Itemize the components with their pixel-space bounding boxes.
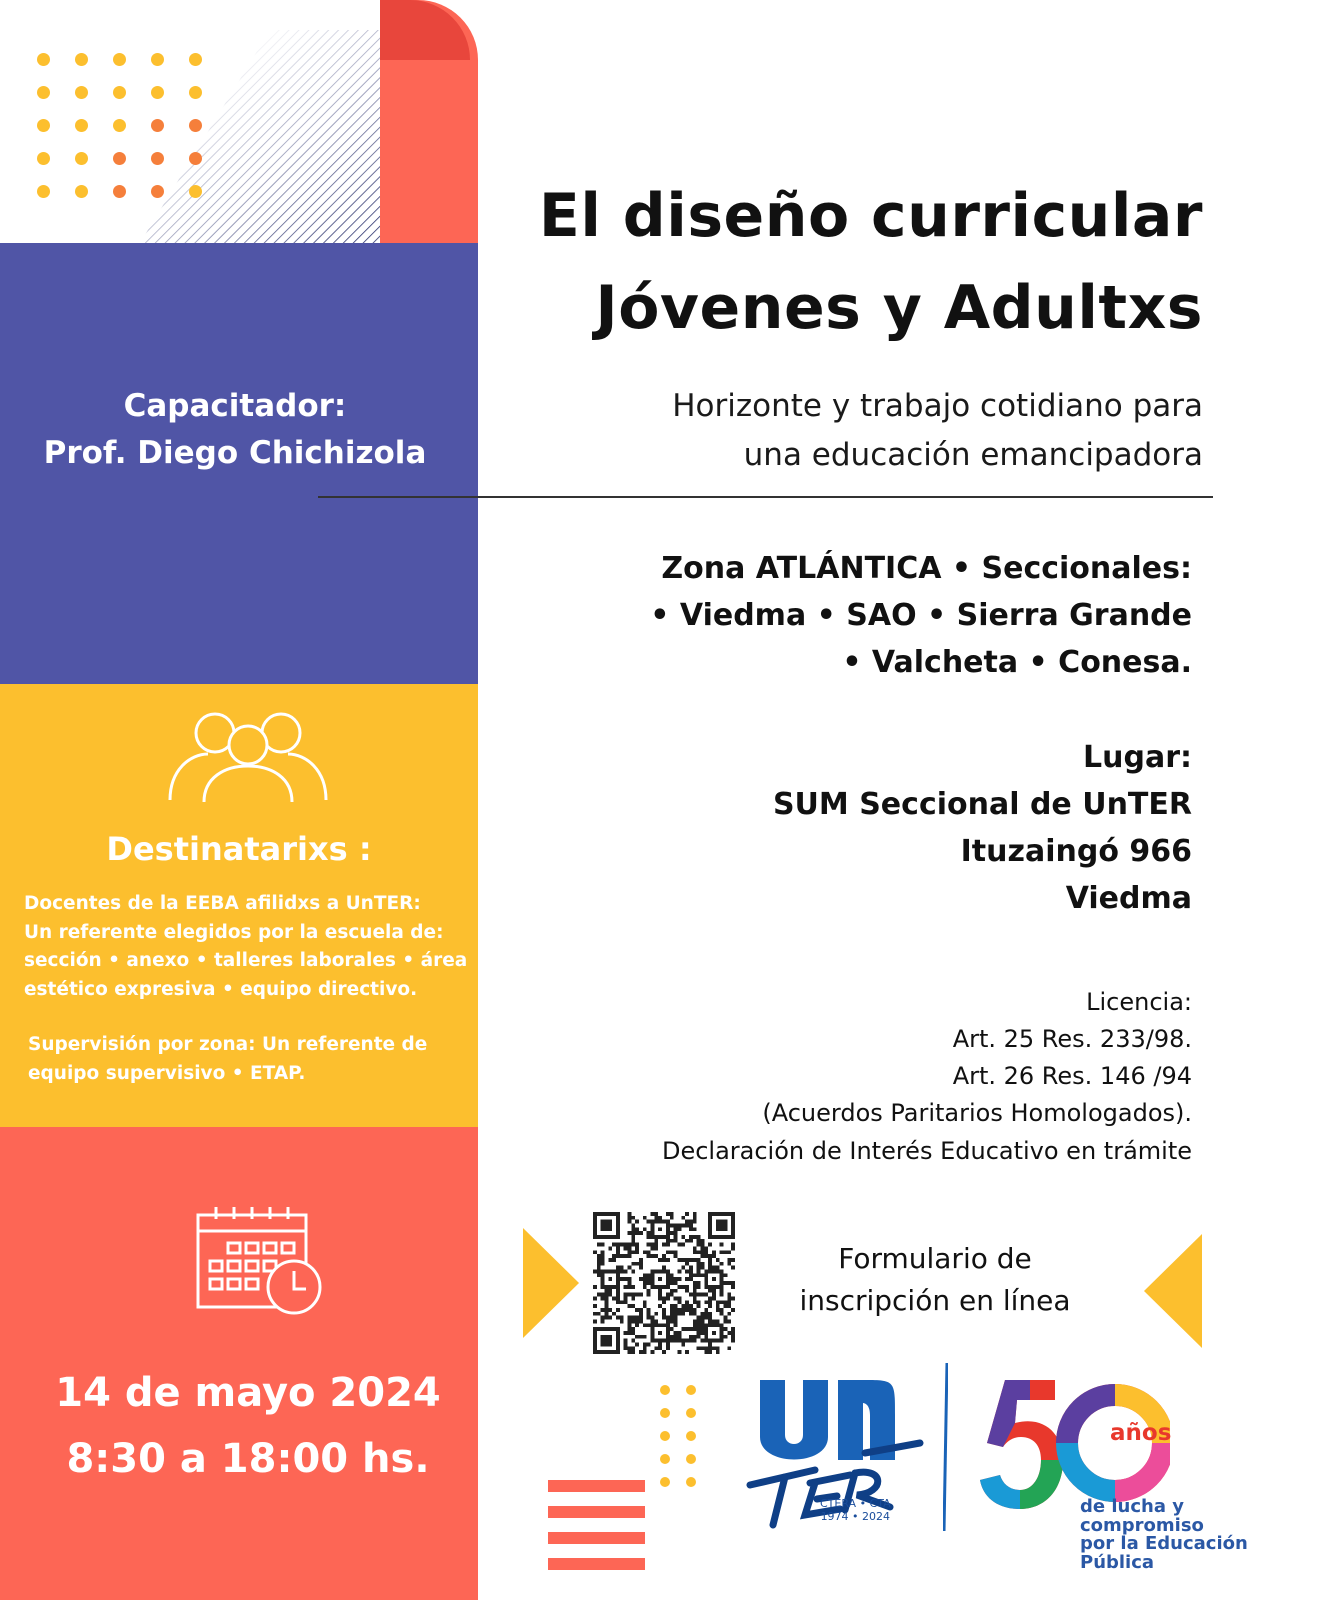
lugar-block — [773, 734, 1192, 922]
title-line: Jóvenes y Adultxs — [595, 273, 1203, 343]
decor-dot — [189, 185, 202, 198]
decor-dot — [189, 152, 202, 165]
formulario-line: Formulario de — [838, 1242, 1032, 1275]
decor-dot — [686, 1408, 696, 1418]
licencia-line: Art. 25 Res. 233/98. — [952, 1025, 1192, 1053]
decor-dot — [660, 1408, 670, 1418]
decor-dot — [189, 86, 202, 99]
decor-stripe — [548, 1480, 645, 1492]
dest-line: Docentes de la EEBA afilidxs a UnTER: — [24, 893, 421, 914]
event-time: 8:30 a 18:00 hs. — [66, 1436, 430, 1482]
decor-stripe — [548, 1532, 645, 1544]
decor-dot — [75, 86, 88, 99]
logo-divider — [943, 1363, 948, 1531]
formulario-label[interactable] — [760, 1238, 1110, 1322]
decor-dot — [686, 1477, 696, 1487]
decor-dot — [686, 1454, 696, 1464]
decor-dots-bottom — [660, 1385, 700, 1495]
decor-dot — [37, 185, 50, 198]
licencia-block — [762, 984, 1192, 1132]
decor-dot — [75, 53, 88, 66]
dest-line: sección • anexo • talleres laborales • área — [24, 950, 468, 971]
calendar-clock-icon — [196, 1205, 324, 1317]
decor-dot — [113, 53, 126, 66]
anos-label: años — [1110, 1420, 1172, 1446]
lucha-text — [1080, 1498, 1248, 1572]
decor-dot — [151, 119, 164, 132]
lucha-line: Pública — [1080, 1551, 1155, 1573]
decor-dot — [37, 53, 50, 66]
licencia-line: Art. 26 Res. 146 /94 — [952, 1062, 1192, 1090]
decor-stripe — [548, 1558, 645, 1570]
decor-dot — [189, 53, 202, 66]
decor-dot — [151, 152, 164, 165]
lucha-line: por la Educación — [1080, 1533, 1248, 1554]
decor-dot — [113, 119, 126, 132]
dest-line: Supervisión por zona: Un referente de — [28, 1034, 428, 1055]
zona-line: • Valcheta • Conesa. — [842, 645, 1192, 680]
decor-dot — [660, 1477, 670, 1487]
decor-dot — [686, 1431, 696, 1441]
ctera-line: 1974 • 2024 — [820, 1510, 891, 1523]
decor-dot — [189, 119, 202, 132]
title-line: El diseño curricular — [538, 181, 1203, 251]
decor-dot — [151, 185, 164, 198]
subtitle — [672, 382, 1203, 480]
decor-dot — [113, 86, 126, 99]
decor-dot — [37, 119, 50, 132]
decor-dot — [151, 86, 164, 99]
qr-code[interactable] — [592, 1212, 736, 1354]
decor-dot — [75, 119, 88, 132]
ctera-line: CTERA • CTA — [820, 1497, 891, 1510]
decor-dot — [37, 86, 50, 99]
lucha-line: de lucha y — [1080, 1496, 1184, 1517]
lugar-line: SUM Seccional de UnTER — [772, 787, 1192, 822]
decor-dot — [113, 185, 126, 198]
decor-dot — [75, 152, 88, 165]
capacitador-label: Capacitador: — [123, 388, 347, 424]
decor-stripe — [548, 1506, 645, 1518]
decor-dot-grid — [0, 0, 220, 210]
dest-line: Un referente elegidos por la escuela de: — [24, 921, 444, 943]
event-date: 14 de mayo 2024 — [55, 1370, 441, 1416]
subtitle-line: una educación emancipadora — [743, 437, 1203, 473]
lucha-line: compromiso — [1080, 1514, 1204, 1536]
zona-line: Zona ATLÁNTICA • Seccionales: — [661, 551, 1192, 586]
decor-dot — [151, 53, 164, 66]
capacitador-name: Prof. Diego Chichizola — [43, 435, 427, 471]
destinatarios-title: Destinatarixs : — [106, 830, 372, 868]
supervision-text — [28, 1031, 473, 1088]
subtitle-line: Horizonte y trabajo cotidiano para — [672, 388, 1203, 424]
divider-line — [318, 496, 1213, 498]
lugar-label: Lugar: — [1083, 740, 1192, 775]
decor-dot — [660, 1431, 670, 1441]
triangle-right-icon — [1144, 1234, 1202, 1348]
triangle-left-icon — [523, 1228, 579, 1338]
lugar-line: Viedma — [1065, 881, 1192, 916]
decor-red-corner — [380, 0, 470, 60]
licencia-line: (Acuerdos Paritarios Homologados). — [762, 1099, 1192, 1127]
zona-line: • Viedma • SAO • Sierra Grande — [650, 598, 1192, 633]
decor-dot — [660, 1454, 670, 1464]
dest-line: equipo supervisivo • ETAP. — [28, 1062, 306, 1084]
declaracion-text: Declaración de Interés Educativo en trámite — [661, 1137, 1192, 1165]
zona-block — [650, 545, 1192, 686]
unter-subtitle — [820, 1497, 891, 1523]
licencia-label: Licencia: — [1086, 988, 1192, 1016]
people-icon — [168, 712, 328, 804]
lugar-line: Ituzaingó 966 — [960, 834, 1192, 869]
decor-dot — [75, 185, 88, 198]
main-title — [539, 170, 1203, 354]
dest-line: estético expresiva • equipo directivo. — [24, 978, 418, 1000]
formulario-line: inscripción en línea — [799, 1284, 1071, 1317]
destinatarios-text — [24, 890, 469, 1004]
decor-dot — [113, 152, 126, 165]
decor-dot — [660, 1385, 670, 1395]
decor-dot — [686, 1385, 696, 1395]
decor-dot — [37, 152, 50, 165]
